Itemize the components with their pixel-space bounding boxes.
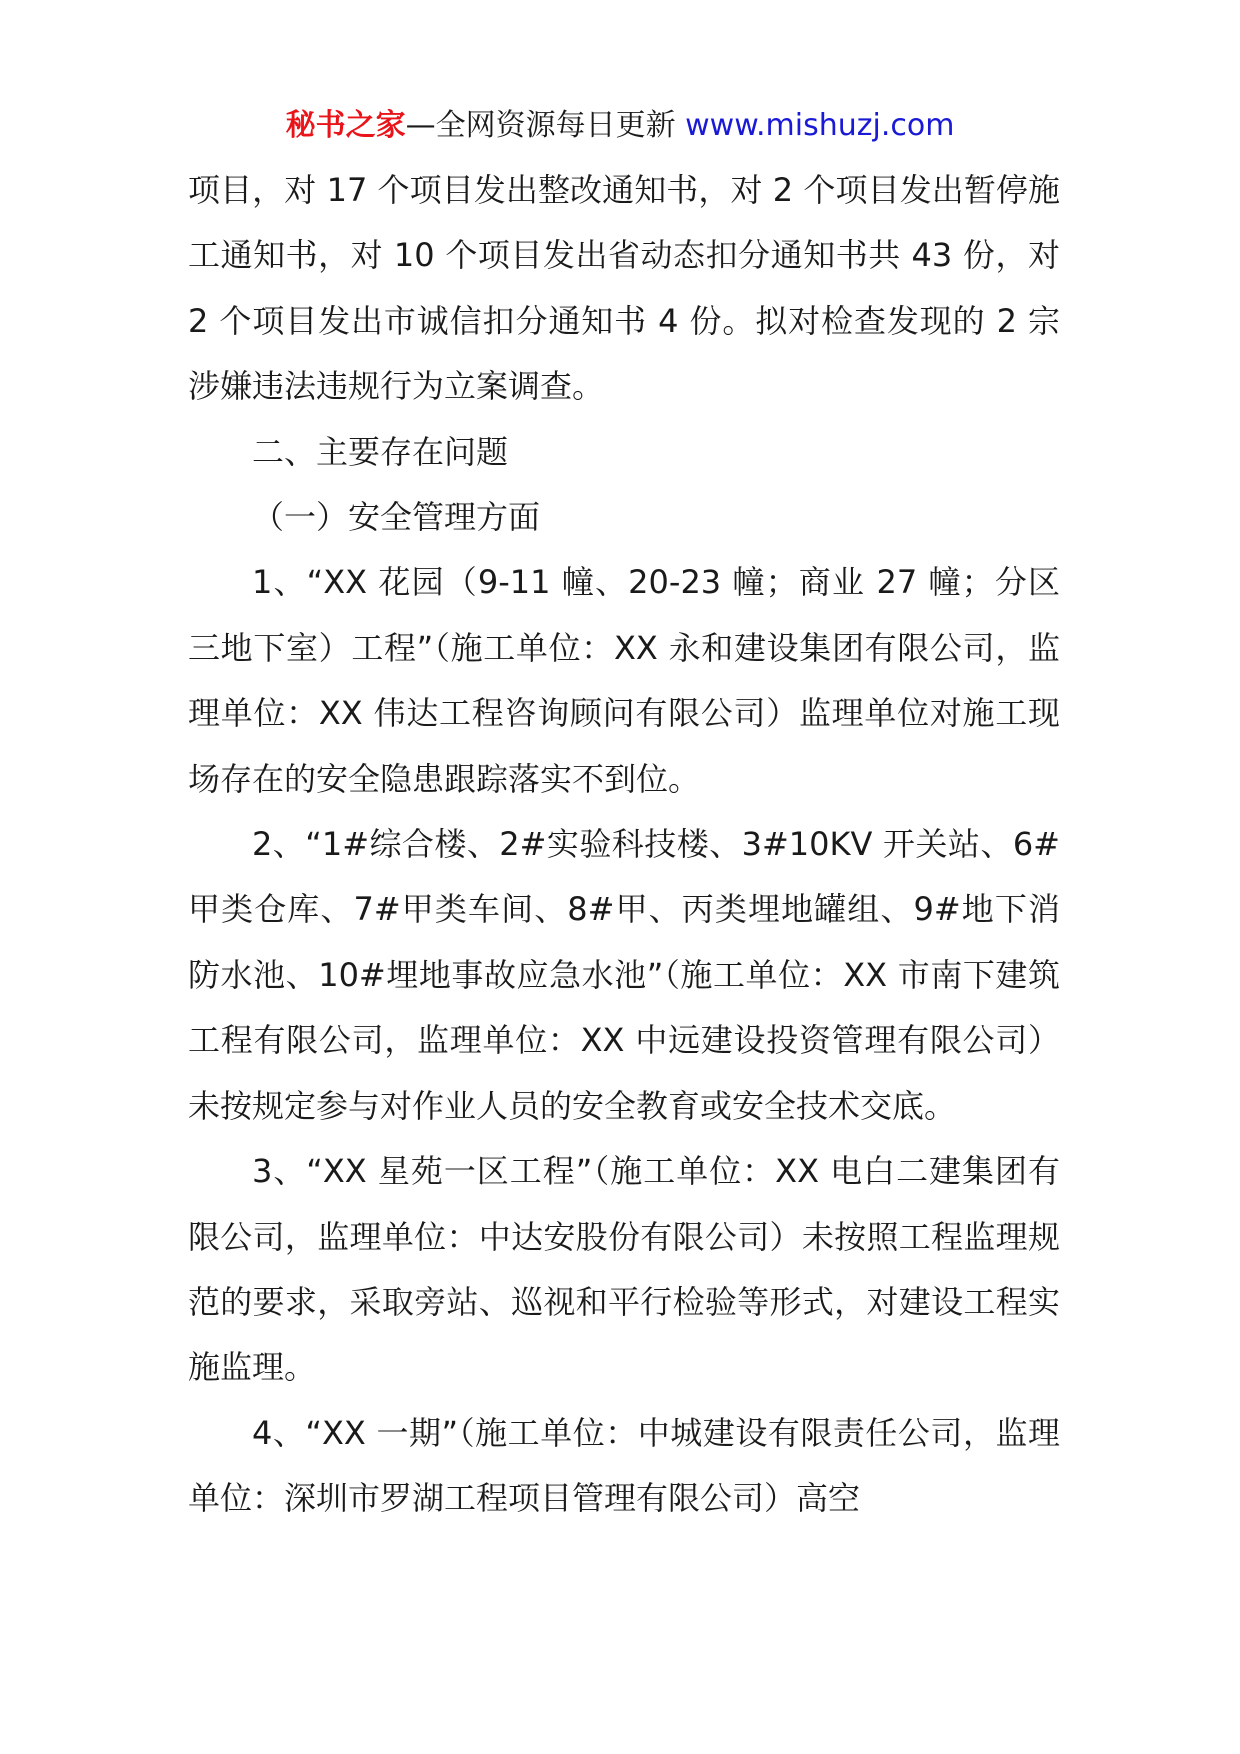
header-brand: 秘书之家 [285, 108, 406, 143]
header-url-link[interactable]: www.mishuzj.com [685, 108, 955, 143]
section-heading: 二、主要存在问题 [252, 432, 509, 471]
page-header [0, 104, 1240, 148]
list-item: 3、“XX 星苑一区工程”（施工单位：XX 电白二建集团有限公司，监理单位：中达安股份有限公司）未按照工程监理规范的要求，采取旁站、巡视和平行检验等形式，对建设工程实施监理。 [188, 1152, 1060, 1387]
header-tagline: —全网资源每日更新 [405, 108, 686, 143]
list-item: 1、“XX 花园（9-11 幢、20-23 幢；商业 27 幢；分区三地下室）工程”（施工单位：XX 永和建设集团有限公司，监理单位：XX 伟达工程咨询顾问有限公司）监理单位对施工现场存在的安全隐患跟踪落实不到位。 [188, 563, 1060, 798]
subsection-heading: （一）安全管理方面 [252, 498, 541, 537]
document-body [188, 158, 1060, 1532]
list-item: 4、“XX 一期”（施工单位：中城建设有限责任公司，监理单位：深圳市罗湖工程项目管理有限公司）高空 [188, 1413, 1060, 1518]
paragraph-continuation: 项目，对 17 个项目发出整改通知书，对 2 个项目发出暂停施工通知书，对 10 个项目发出省动态扣分通知书共 43 份，对 2 个项目发出市诚信扣分通知书 4 份。拟对检查发现的 2 宗涉嫌违法违规行为立案调查。 [188, 171, 1060, 406]
list-item: 2、“1#综合楼、2#实验科技楼、3#10KV 开关站、6#甲类仓库、7#甲类车间、8#甲、丙类埋地罐组、9#地下消防水池、10#埋地事故应急水池”（施工单位：XX 市南下建筑工程有限公司，监理单位：XX 中远建设投资管理有限公司）未按规定参与对作业人员的安全教育或安全技术交底。 [188, 825, 1060, 1125]
